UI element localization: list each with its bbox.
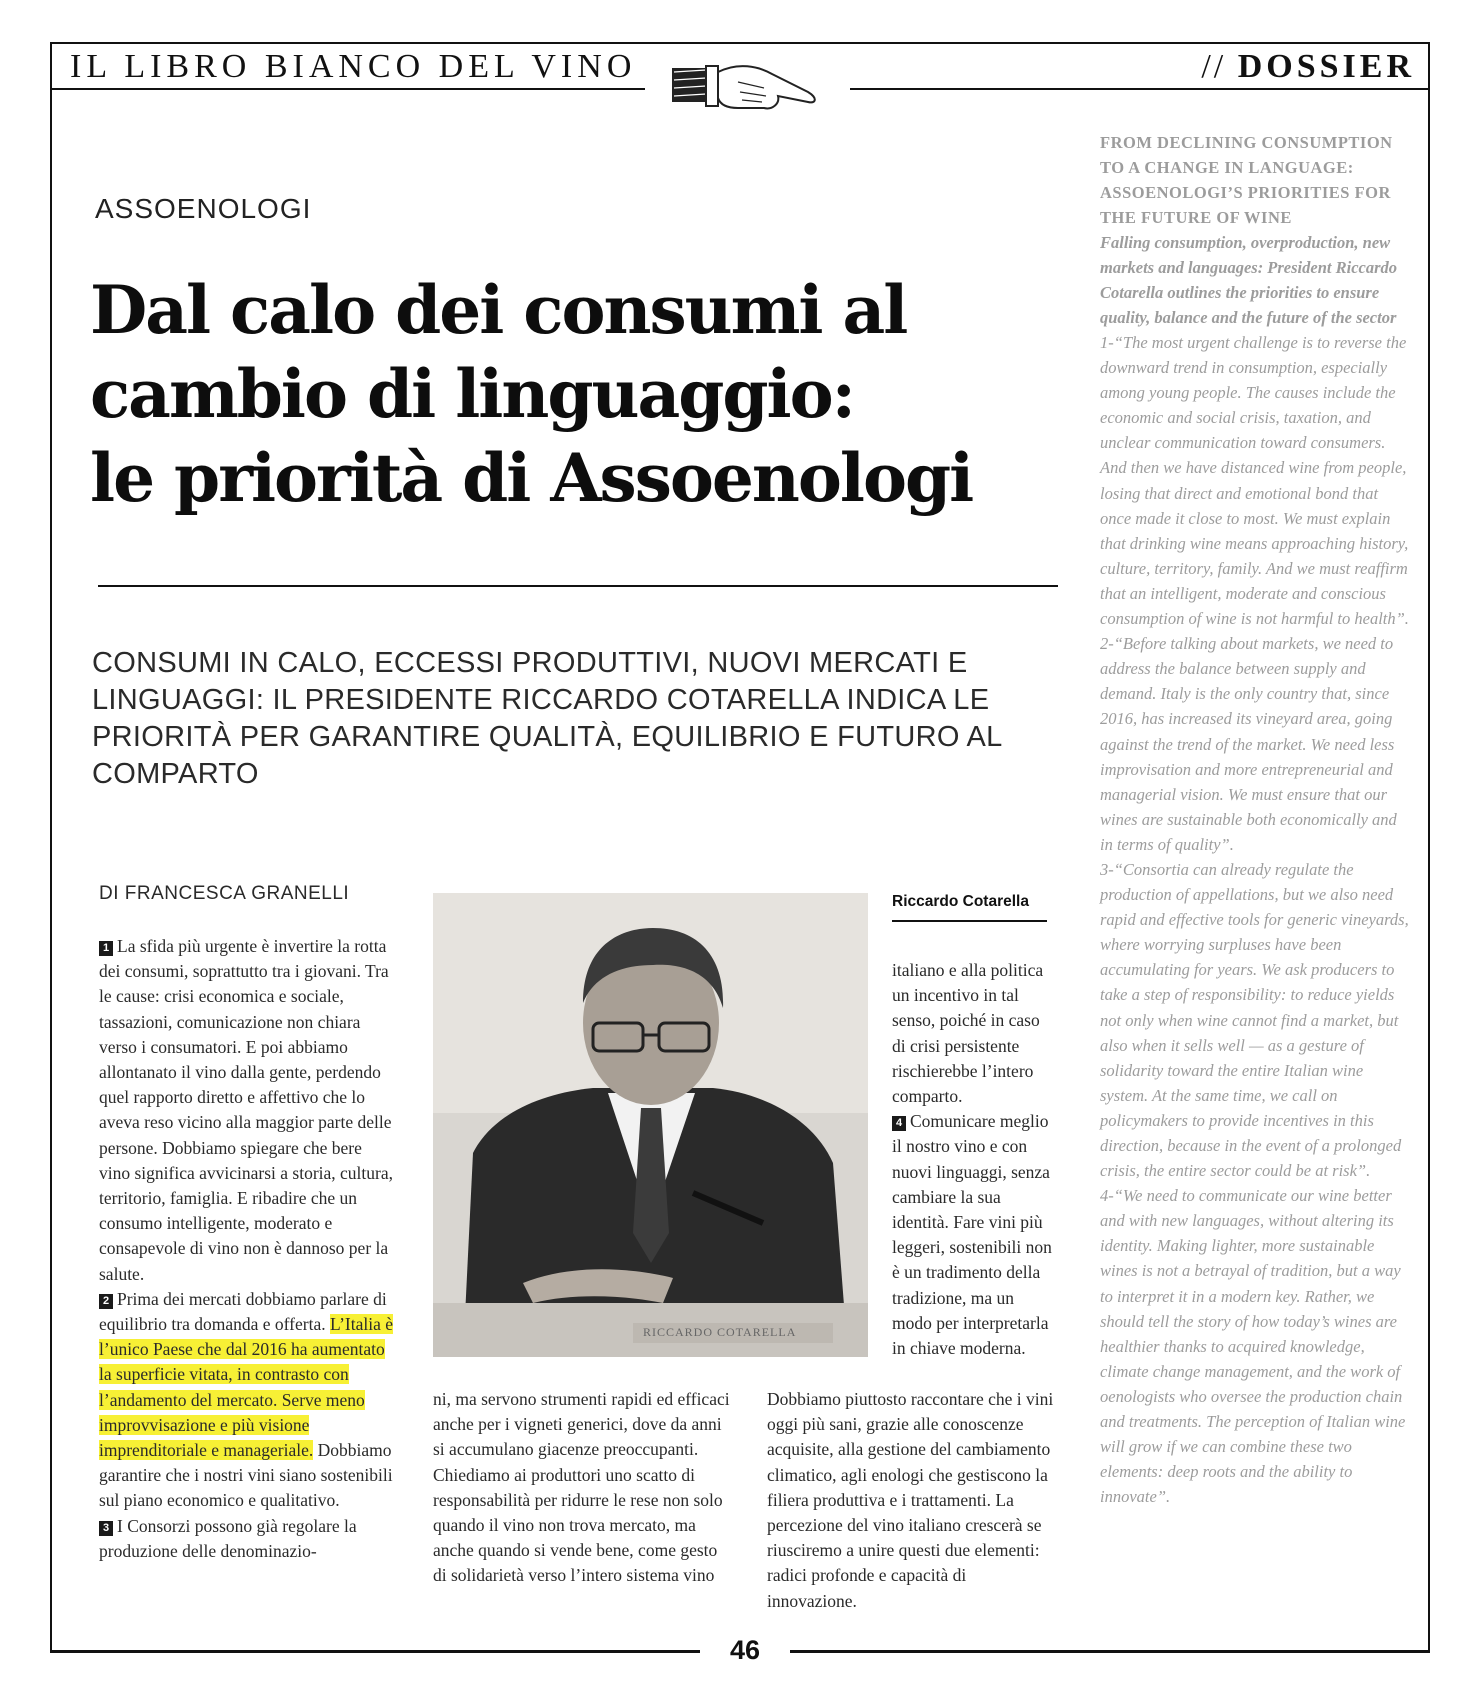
name-placard: RICCARDO COTARELLA — [643, 1325, 797, 1339]
sidebar-paragraph: 1-“The most urgent challenge is to reverse the downward trend in consumption, especially among young people. The causes include the economic and social crisis, taxation, and unclear communication toward consumers. And then we have distanced wine from people, losing that direct and emotional bond that once made it close to most. We must explain that drinking wine means approaching history, culture, territory, family. And we must reaffirm that an intelligent, moderate and conscious consumption of wine is not harmful to health”. — [1100, 333, 1409, 629]
headline-line-1: Dal calo dei consumi al — [90, 271, 907, 349]
header-rule-left — [50, 88, 645, 90]
body-paragraph: La sfida più urgente è invertire la rotta dei consumi, soprattutto tra i giovani. Tra le cause: crisi economica e sociale, tassazioni, comunicazione non chiara verso i consumatori. E poi abbiamo allontanato il vino dalla gente, perdendo quel rapporto diretto e affettivo che lo aveva reso vicino alla maggior parte delle persone. Dobbiamo spiegare che bere vino significa avvicinarsi a storia, cultura, territorio, famiglia. E ribadire che un consumo intelligente, moderato e consapevole di vino non è dannoso per la salute. — [99, 936, 394, 1284]
sidebar-paragraph: 2-“Before talking about markets, we need to address the balance between supply and demand. Italy is the only country that, since 2016, has increased its vineyard area, going against the trend of the market. We need less improvisation and more entrepreneurial and managerial vision. We must ensure that our wines are sustainable both economically and in terms of quality”. — [1100, 634, 1397, 854]
point-number: 1 — [99, 941, 113, 956]
headline-line-3: le priorità di Assoenologi — [90, 439, 973, 517]
body-paragraph: Prima dei mercati dobbiamo parlare di equilibrio tra domanda e offerta. — [99, 1288, 387, 1335]
body-paragraph: I Consorzi possono già regolare la produzione delle denominazio- — [99, 1515, 357, 1561]
point-number: 3 — [99, 1521, 113, 1536]
page-number: 46 — [700, 1635, 790, 1666]
section-label — [1201, 48, 1415, 86]
point-number: 4 — [892, 1116, 906, 1131]
headline — [90, 268, 1010, 520]
body-column-3a — [892, 958, 1052, 1361]
footer-rule-left — [50, 1651, 700, 1653]
point-number: 2 — [99, 1294, 113, 1309]
pointing-hand-icon — [668, 52, 828, 132]
section-name: DOSSIER — [1237, 48, 1415, 85]
sidebar-paragraph: 4-“We need to communicate our wine better and with new languages, without altering its identity. Making lighter, more sustainable wines is not a betrayal of tradition, but a way to interpret it in a modern key. Rather, we should tell the story of how today’s wines are healthier thanks to acquired knowledge, climate change management, and the work of oenologists who oversee the production chain and treatments. The perception of Italian wine will grow if we can combine these two elements: deep roots and the ability to innovate”. — [1100, 1186, 1406, 1507]
footer-rule-right — [790, 1651, 1430, 1653]
body-column-3b: Dobbiamo piuttosto raccontare che i vini oggi più sani, grazie alle conoscenze acquisite, alla gestione del cambiamento climatico, agli enologi che gestiscono la filiera produttiva e i trattamenti. La percezione del vino italiano crescerà se riusciremo a unire questi due elementi: radici profonde e capacità di innovazione. — [767, 1389, 1054, 1611]
body-paragraph: Comunicare meglio il nostro vino e con nuovi linguaggi, senza cambiare la sua identità. Fare vini più leggeri, sostenibili non è un tradimento della tradizione, ma un modo per interpretarla in chiave moderna. — [892, 1111, 1052, 1359]
highlighted-text: L’Italia è l’unico Paese che dal 2016 ha aumentato la superficie vitata, in contrasto con l’andamento del mercato. Serve meno improvvisazione e più visione imprenditoriale e manageriale. — [99, 1314, 393, 1461]
photo-caption: Riccardo Cotarella — [892, 893, 1029, 910]
subheadline: CONSUMI IN CALO, ECCESSI PRODUTTIVI, NUOVI MERCATI E LINGUAGGI: IL PRESIDENTE RICCARDO COTARELLA INDICA LE PRIORITÀ PER GARANTIRE QUALITÀ, EQUILIBRIO E FUTURO AL COMPARTO — [92, 647, 1002, 790]
sidebar-dek: Falling consumption, overproduction, new markets and languages: President Riccardo Cotarella outlines the priorities to ensure quality, balance and the future of the sector — [1100, 233, 1398, 327]
headline-line-2: cambio di linguaggio: — [90, 355, 854, 433]
portrait-photo — [433, 893, 868, 1357]
sidebar-paragraph: 3-“Consortia can already regulate the production of appellations, but we also need rapid and effective tools for generic vineyards, where worrying surpluses have been accumulating for years. We ask producers to take a step of responsibility: to reduce yields not only when wine cannot find a market, but also when it sells well — as a gesture of solidarity toward the entire Italian wine system. At the same time, we call on policymakers to provide incentives in this direction, because in the event of a prolonged crisis, the entire sector could be at risk”. — [1100, 859, 1409, 1181]
header-rule-right — [850, 88, 1430, 90]
headline-rule — [98, 585, 1058, 587]
portrait-illustration — [433, 893, 868, 1357]
english-sidebar — [1100, 130, 1410, 1509]
body-paragraph: Dobbiamo garantire che i nostri vini siano sostenibili sul piano economico e qualitativo. — [99, 1440, 393, 1511]
caption-rule — [892, 920, 1047, 922]
body-column-1 — [99, 934, 394, 1564]
byline: DI FRANCESCA GRANELLI — [99, 883, 350, 904]
body-column-2: ni, ma servono strumenti rapidi ed efficaci anche per i vigneti generici, dove da anni si accumulano giacenze preoccupanti. Chiediamo ai produttori uno scatto di responsabilità per ridurre le rese non solo quando il vino non trova mercato, ma anche quando si vende bene, come gesto di solidarietà verso l’intero sistema vino — [433, 1389, 730, 1586]
section-prefix: // — [1201, 48, 1227, 85]
sidebar-title: FROM DECLINING CONSUMPTION TO A CHANGE IN LANGUAGE: ASSOENOLOGI’S PRIORITIES FOR THE FUTURE OF WINE — [1100, 133, 1393, 227]
kicker: ASSOENOLOGI — [95, 193, 312, 224]
publication-title: IL LIBRO BIANCO DEL VINO — [70, 48, 637, 85]
body-paragraph: italiano e alla politica un incentivo in tal senso, poiché in caso di crisi persistente rischierebbe l’intero comparto. — [892, 960, 1044, 1107]
